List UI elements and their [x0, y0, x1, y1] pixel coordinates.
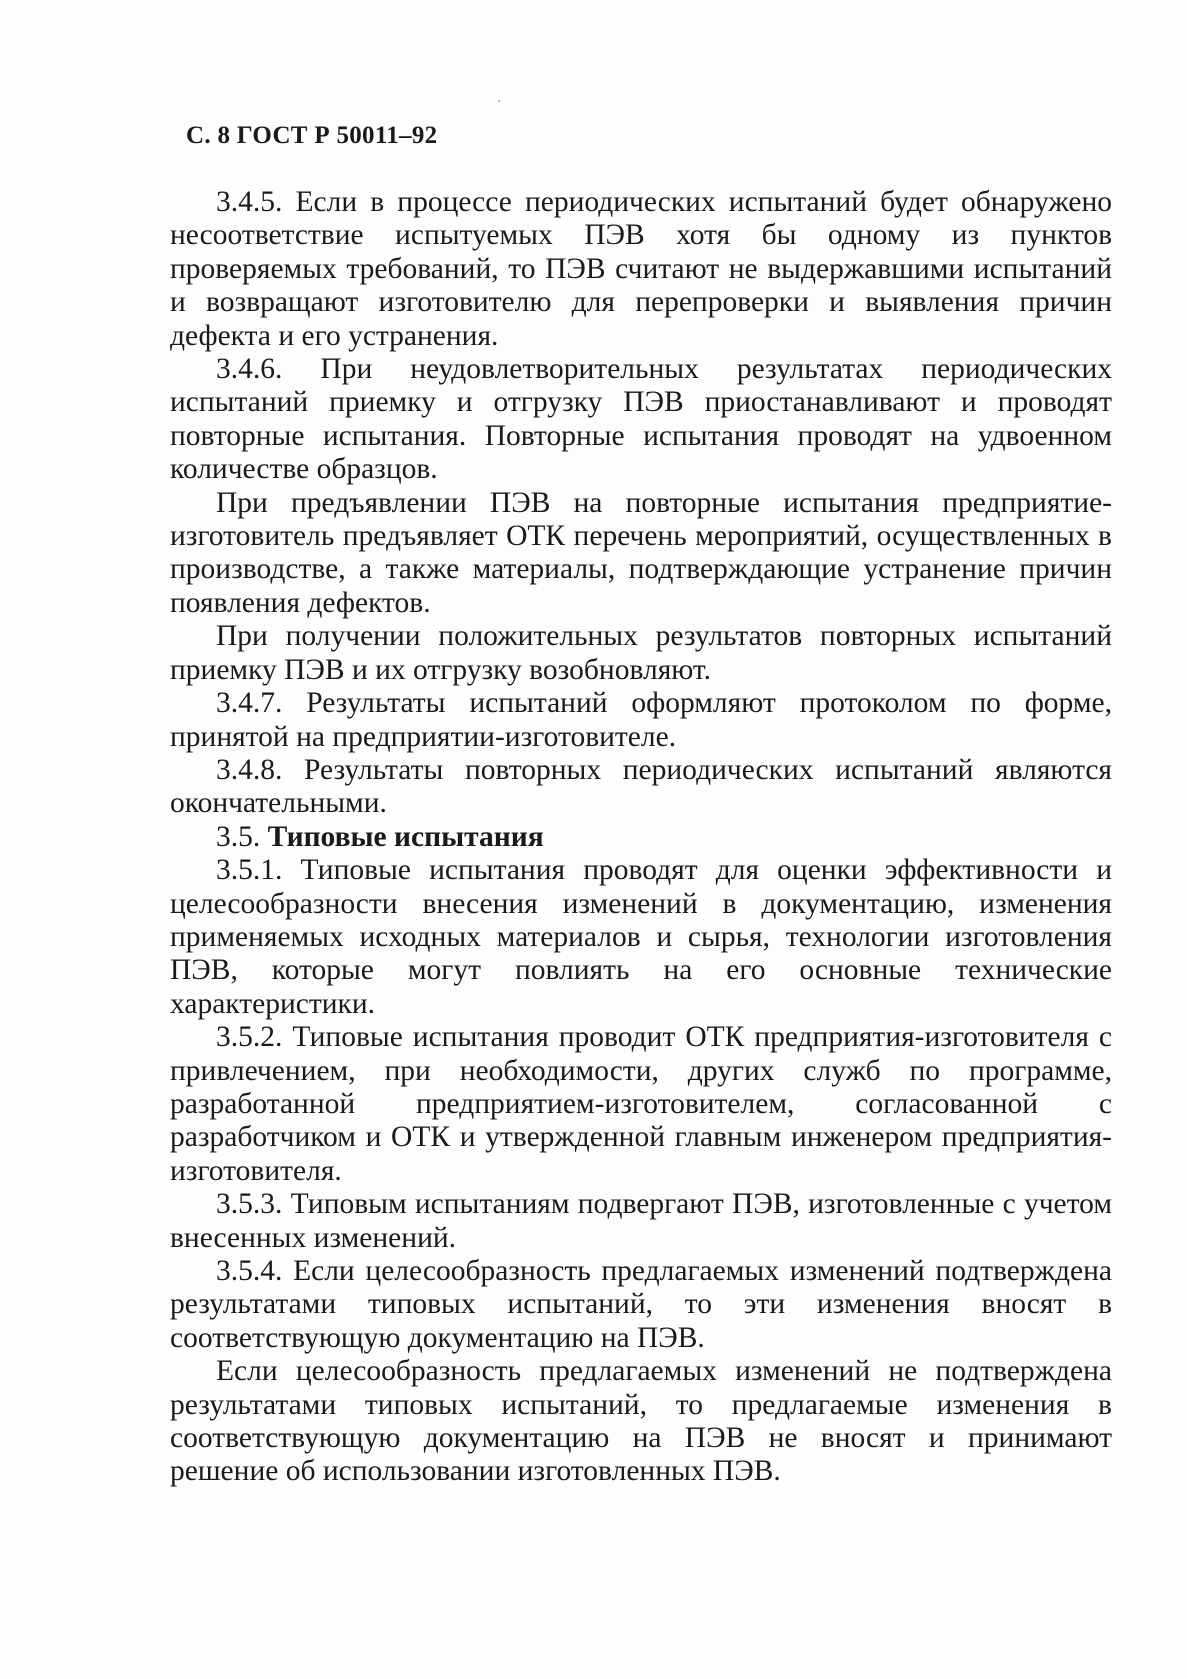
paragraph-3-5-1: 3.5.1. Типовые испытания проводят для оценки эффективности и целесообразности внесения изменений в документацию, изменения применяемых исходных материалов и сырья, технологии изготовления ПЭВ, которые могут повлиять на его основные технические характеристики. [170, 854, 1112, 1020]
paragraph-3-4-5: 3.4.5. Если в процессе периодических испытаний будет обнаружено несоответствие испытуемых ПЭВ хотя бы одному из пунктов проверяемых требований, то ПЭВ считают не выдержавшими испытаний и возвращают изготовителю для перепроверки и выявления причин дефекта и его устранения. [170, 186, 1112, 352]
paragraph-3-4-7: 3.4.7. Результаты испытаний оформляют протоколом по форме, принятой на предприятии-изготовителе. [170, 687, 1112, 753]
paragraph-positive-results: При получении положительных результатов повторных испытаний приемку ПЭВ и их отгрузку возобновляют. [170, 620, 1112, 686]
paragraph-not-confirmed: Если целесообразность предлагаемых изменений не подтверждена результатами типовых испытаний, то предлагаемые изменения в соответствующую документацию на ПЭВ не вносят и принимают решение об использовании изготовленных ПЭВ. [170, 1355, 1112, 1488]
section-title: Типовые испытания [267, 820, 544, 853]
section-heading [170, 821, 1112, 854]
paragraph-3-5-4: 3.5.4. Если целесообразность предлагаемых изменений подтверждена результатами типовых испытаний, то эти изменения вносят в соответствующую документацию на ПЭВ. [170, 1255, 1112, 1354]
paragraph-repeat-tests: При предъявлении ПЭВ на повторные испытания предприятие-изготовитель предъявляет ОТК перечень мероприятий, осуществленных в производстве, а также материалы, подтверждающие устранение причин появления дефектов. [170, 486, 1112, 619]
paragraph-3-5-3: 3.5.3. Типовым испытаниям подвергают ПЭВ, изготовленные с учетом внесенных изменений. [170, 1188, 1112, 1254]
document-body [170, 186, 1112, 1489]
paragraph-3-4-6: 3.4.6. При неудовлетворительных результатах периодических испытаний приемку и отгрузку ПЭВ приостанавливают и проводят повторные испытания. Повторные испытания проводят на удвоенном количестве образцов. [170, 353, 1112, 486]
page-header: С. 8 ГОСТ Р 50011–92 [186, 122, 438, 149]
paragraph-3-5-2: 3.5.2. Типовые испытания проводит ОТК предприятия-изготовителя с привлечением, при необходимости, других служб по программе, разработанной предприятием-изготовителем, согласованной с разработчиком и ОТК и утвержденной главным инженером предприятия-изготовителя. [170, 1021, 1112, 1187]
section-number: 3.5. [216, 820, 261, 853]
paragraph-3-4-8: 3.4.8. Результаты повторных периодических испытаний являются окончательными. [170, 753, 1112, 820]
scan-speck [498, 100, 500, 102]
